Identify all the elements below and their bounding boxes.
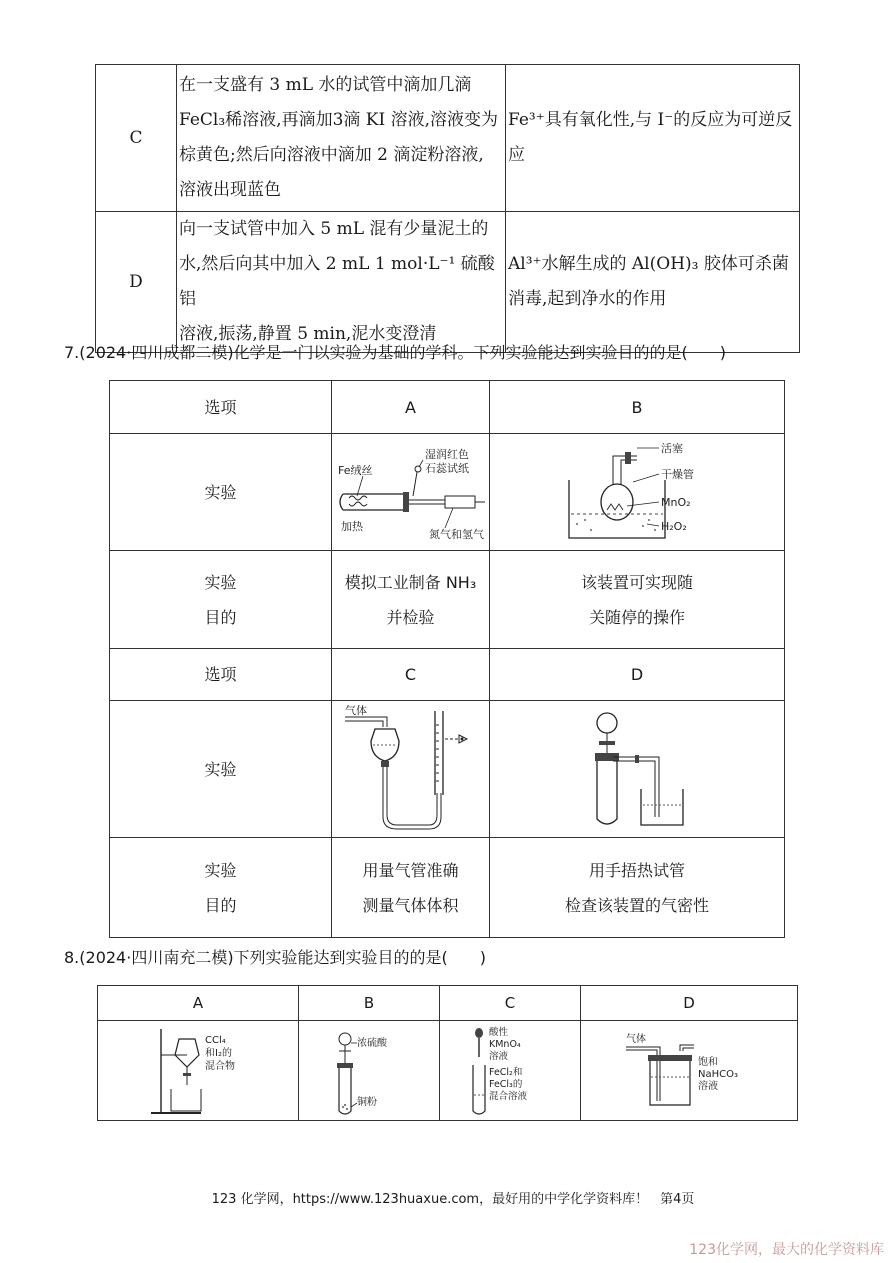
q6-row-c	[96, 65, 800, 212]
kmno4-label: KMnO₄	[489, 1038, 521, 1050]
airtightness-check-apparatus	[577, 705, 697, 833]
q7-stem: 7.(2024·四川成都二模)化学是一门以实验为基础的学科。下列实验能达到实验目的的是( )	[64, 343, 727, 362]
purpose-a	[332, 551, 490, 649]
experiment-line: FeCl₃稀溶液,再滴加3滴 KI 溶液,溶液变为	[179, 110, 499, 130]
fig-b-cell	[299, 1021, 440, 1121]
page-number: 第4页	[660, 1192, 695, 1207]
purpose-line: 检查该装置的气密性	[564, 895, 709, 915]
gas-washing-bottle	[624, 1031, 754, 1111]
conclusion-cell	[506, 65, 800, 212]
col-c-header: C	[440, 986, 581, 1021]
fig-c-cell	[440, 1021, 581, 1121]
experiment-label: 实验	[110, 701, 332, 838]
col-b-header: B	[490, 381, 785, 434]
copper-label: 铜粉	[357, 1096, 377, 1108]
q7-purpose-row-ab	[110, 551, 785, 649]
purpose-c	[332, 838, 490, 938]
mixed-solution-label: 混合溶液	[489, 1090, 528, 1102]
drying-tube-apparatus	[547, 440, 727, 544]
i2-label: 和I₂的	[205, 1047, 232, 1059]
experiment-line: 水,然后向其中加入 2 mL 1 mol·L⁻¹ 硫酸铝	[179, 254, 495, 309]
q7-options-table	[109, 380, 785, 938]
purpose-line: 用手捂热试管	[588, 860, 685, 880]
experiment-line: 向一支试管中加入 5 mL 混有少量泥土的	[179, 219, 489, 239]
fe-wool-label: Fe绒丝	[337, 464, 372, 477]
col-a-header: A	[98, 986, 299, 1021]
solution-label: 溶液	[698, 1080, 718, 1092]
purpose-label-line: 目的	[204, 607, 237, 627]
acid-label: 浓硫酸	[357, 1037, 387, 1049]
page-footer	[0, 1188, 894, 1207]
conclusion-cell	[506, 212, 800, 353]
q6-options-table	[95, 64, 800, 353]
experiment-line: 棕黄色;然后向溶液中滴加 2 滴淀粉溶液,	[179, 145, 484, 165]
copper-acid-apparatus	[329, 1025, 409, 1117]
fig-a-cell	[332, 434, 490, 551]
purpose-label-line: 目的	[204, 895, 237, 915]
q8-figure-row	[98, 1021, 798, 1121]
purpose-line: 模拟工业制备 NH₃	[344, 572, 477, 592]
separatory-funnel-apparatus	[143, 1025, 253, 1117]
litmus-label-line1: 湿润红色	[424, 448, 469, 461]
experiment-cell	[177, 212, 506, 353]
experiment-line: 溶液出现蓝色	[179, 180, 281, 200]
drying-tube-label: 干燥管	[661, 468, 694, 481]
gas-burette-apparatus	[341, 705, 481, 833]
nahco3-label: NaHCO₃	[698, 1068, 738, 1080]
q7-purpose-row-cd	[110, 838, 785, 938]
purpose-line: 关随停的操作	[588, 607, 685, 627]
h2o2-label: H₂O₂	[661, 520, 687, 533]
q7-experiment-row-ab	[110, 434, 785, 551]
purpose-b	[490, 551, 785, 649]
dropper-testtube-apparatus	[465, 1025, 555, 1117]
mixture-label: 混合物	[205, 1060, 235, 1072]
col-d-header: D	[490, 649, 785, 701]
q7-header-row-ab	[110, 381, 785, 434]
q8-header-row	[98, 986, 798, 1021]
option-header: 选项	[110, 381, 332, 434]
q6-row-d	[96, 212, 800, 353]
conclusion-line: Al³⁺水解生成的 Al(OH)₃ 胶体可杀菌	[508, 254, 789, 274]
fig-a-cell	[98, 1021, 299, 1121]
q7-header-row-cd	[110, 649, 785, 701]
ccl4-label: CCl₄	[205, 1034, 226, 1046]
option-label: C	[96, 65, 177, 212]
heat-label: 加热	[340, 520, 363, 533]
fecl3-label: FeCl₃的	[489, 1078, 523, 1090]
gas-label: 气体	[344, 705, 367, 717]
purpose-line: 用量气管准确	[362, 860, 459, 880]
fig-b-cell	[490, 434, 785, 551]
purpose-label	[110, 551, 332, 649]
valve-label: 活塞	[661, 442, 683, 455]
experiment-line: 在一支盛有 3 mL 水的试管中滴加几滴	[179, 75, 472, 95]
option-header: 选项	[110, 649, 332, 701]
q8-options-table	[97, 985, 798, 1121]
litmus-label-line2: 石蕊试纸	[424, 462, 469, 475]
col-d-header: D	[581, 986, 798, 1021]
purpose-d	[490, 838, 785, 938]
experiment-cell	[177, 65, 506, 212]
experiment-label: 实验	[110, 434, 332, 551]
purpose-line: 测量气体体积	[362, 895, 459, 915]
conclusion-line: 消毒,起到净水的作用	[508, 289, 667, 309]
acidic-label: 酸性	[489, 1026, 509, 1038]
purpose-label-line: 实验	[204, 860, 237, 880]
fecl2-label: FeCl₂和	[489, 1066, 523, 1078]
mno2-label: MnO₂	[661, 496, 691, 509]
conclusion-line: 应	[508, 145, 525, 165]
conclusion-line: Fe³⁺具有氧化性,与 I⁻的反应为可逆反	[508, 110, 793, 130]
purpose-line: 该装置可实现随	[580, 572, 693, 592]
purpose-label-line: 实验	[204, 572, 237, 592]
option-label: D	[96, 212, 177, 353]
gas-label: 氮气和氢气	[428, 528, 484, 541]
fig-d-cell	[490, 701, 785, 838]
watermark: 123化学网，最大的化学资料库	[689, 1242, 884, 1258]
fig-c-cell	[332, 701, 490, 838]
purpose-line: 并检验	[386, 607, 435, 627]
col-b-header: B	[299, 986, 440, 1021]
fig-d-cell	[581, 1021, 798, 1121]
gas-label: 气体	[626, 1033, 646, 1045]
footer-text: 123 化学网，https://www.123huaxue.com，最好用的中学化学资料库！	[211, 1192, 649, 1207]
col-a-header: A	[332, 381, 490, 434]
solution-label: 溶液	[489, 1050, 509, 1062]
col-c-header: C	[332, 649, 490, 701]
q8-stem: 8.(2024·四川南充二模)下列实验能达到实验目的的是( )	[64, 948, 487, 967]
q7-experiment-row-cd	[110, 701, 785, 838]
saturated-label: 饱和	[698, 1056, 718, 1068]
purpose-label	[110, 838, 332, 938]
ammonia-synthesis-apparatus	[333, 442, 489, 542]
experiment-line: 溶液,振荡,静置 5 min,泥水变澄清	[179, 324, 437, 344]
